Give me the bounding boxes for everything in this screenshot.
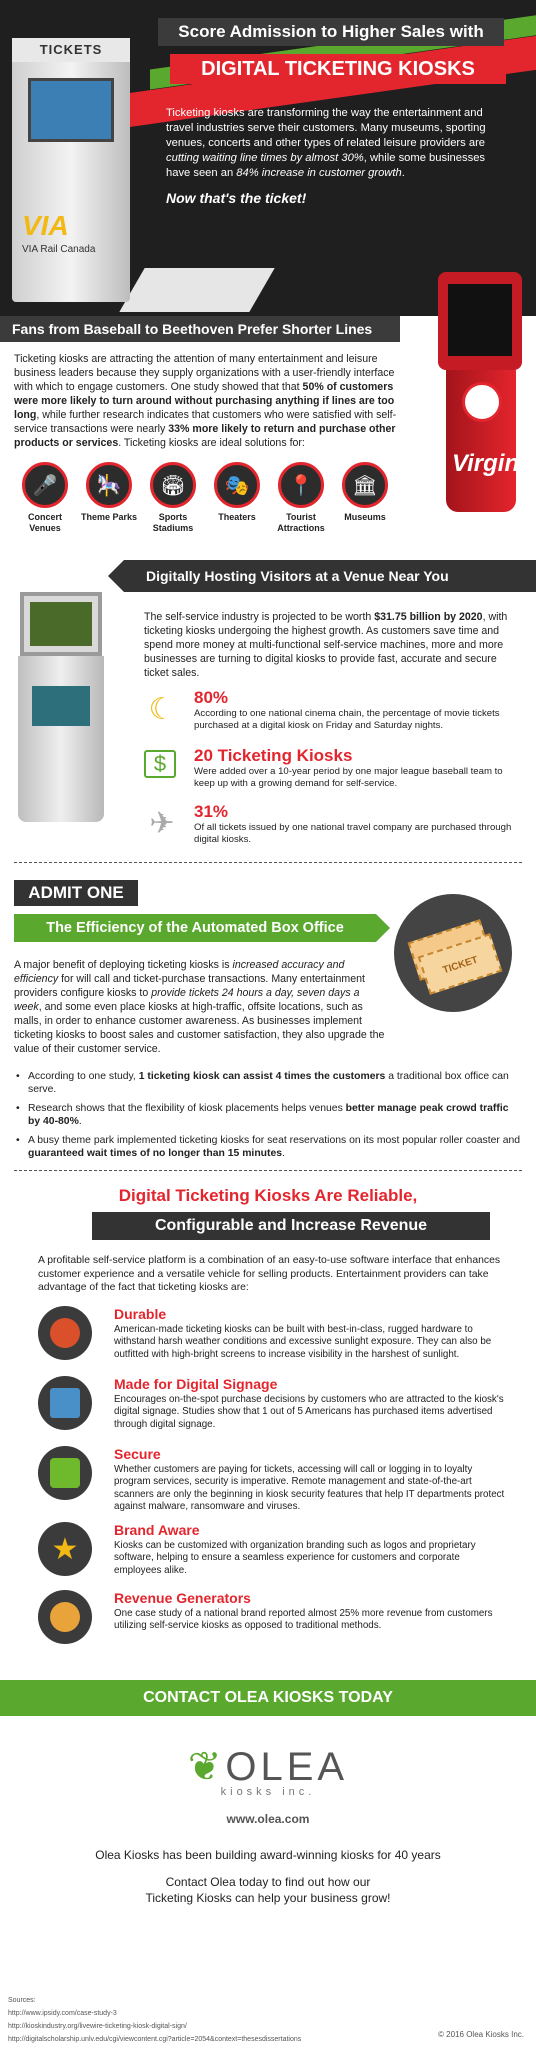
- intro-part: Ticketing kiosks are transforming the way the entertainment and travel industries serve their customers. Many museums, sporting venues, concerts and other types of related leisure providers are: [166, 107, 486, 149]
- bullet-text: Research shows that the flexibility of kiosk placements helps venues: [28, 1103, 346, 1114]
- standing-kiosk-screen: [32, 686, 90, 726]
- fans-text-part: Ticketing kiosks are attracting the attention of many entertainment and leisure business leaders because they supply organizations with a user-friendly interface with which to engage customers. One study showed that that: [14, 353, 395, 393]
- hosting-paragraph: [144, 610, 524, 680]
- intro-emphasis-growth: 84% increase in customer growth: [236, 167, 402, 179]
- hero-section: [0, 0, 536, 316]
- efficiency-bullet: [28, 1070, 522, 1096]
- feature-digital-signage: [38, 1376, 508, 1440]
- feature-description: One case study of a national brand reported almost 25% more revenue from customers utilizing self-service kiosks as opposed to traditional methods.: [114, 1608, 493, 1632]
- eff-emphasis-accuracy: increased accuracy and efficiency: [14, 959, 345, 985]
- bullet-bold: 1 ticketing kiosk can assist 4 times the customers: [138, 1071, 386, 1082]
- moon-icon: ☾: [148, 693, 176, 726]
- bullet-bold: better manage peak crowd traffic by 40-80%: [28, 1103, 509, 1127]
- hero-intro-text: [166, 106, 512, 181]
- sources-label: Sources:: [8, 1997, 36, 2004]
- feature-title: Durable: [114, 1306, 167, 1322]
- virgin-kiosk-badge: [462, 382, 502, 422]
- eff-text-part: for will call and ticket-purchase transactions. Many entertainment providers configure kiosks to: [14, 973, 365, 999]
- category-concert-venues: [14, 462, 76, 534]
- cta-line: Ticketing Kiosks can help your business grow!: [145, 1891, 391, 1905]
- source-link[interactable]: http://www.ipsidy.com/case-study-3: [8, 2010, 117, 2017]
- via-logo-subtitle: VIA Rail Canada: [22, 244, 96, 255]
- bullet-text: .: [282, 1148, 285, 1159]
- hero-tagline: Now that's the ticket!: [166, 190, 307, 206]
- category-sports-stadiums: [142, 462, 204, 534]
- venue-categories: [14, 462, 414, 548]
- olea-built-statement: Olea Kiosks has been building award-winning kiosks for 40 years: [95, 1848, 441, 1862]
- feature-title: Made for Digital Signage: [114, 1376, 278, 1392]
- reliable-heading-line1: Digital Ticketing Kiosks Are Reliable,: [118, 1186, 418, 1205]
- category-label: Tourist Attractions: [277, 512, 325, 533]
- bullet-bold: guaranteed wait times of no longer than 15 minutes: [28, 1148, 283, 1159]
- feature-description: Whether customers are paying for tickets, accessing will call or logging in to loyalty program services, security is imperative. Remote management and state-of-the-art scanners are only the beginning in kiosk security features that help IT departments protect against malware, ransomware and viruses.: [114, 1464, 505, 1513]
- feature-description: Kiosks can be customized with organization branding such as logos and proprietary software, helping to ensure a seamless experience for customers and corporate employees alike.: [114, 1540, 476, 1576]
- category-theaters: [206, 462, 268, 523]
- category-label: Sports Stadiums: [152, 512, 194, 533]
- bullet-text: A busy theme park implemented ticketing kiosks for seat reservations on its most popular roller coaster and: [28, 1135, 521, 1146]
- efficiency-bullet: [28, 1134, 522, 1160]
- olea-logo: [0, 1744, 536, 1798]
- airplane-icon: ✈: [149, 807, 175, 840]
- category-label: Theaters: [218, 512, 256, 522]
- efficiency-bullet: [28, 1102, 522, 1128]
- contact-cta: [0, 1874, 536, 1906]
- eff-text-part: , and some even place kiosks at high-traffic, offsite locations, such as malls, in order to enhance customer awareness. As businesses implement ticketing kiosks to boost sales and customer satisfaction, they also upgrade the value of their customer service.: [14, 1001, 385, 1055]
- hero-title-line2: DIGITAL TICKETING KIOSKS: [170, 54, 506, 84]
- category-tourist-attractions: [270, 462, 332, 534]
- feature-brand-aware: [38, 1522, 508, 1586]
- stat-value: 80%: [194, 688, 229, 707]
- olea-wordmark: OLEA: [225, 1745, 349, 1789]
- via-rail-kiosk-image: [12, 38, 130, 302]
- fans-text-part: . Ticketing kiosks are ideal solutions for:: [118, 437, 305, 449]
- section-divider: [14, 1170, 522, 1171]
- padlock-icon: [38, 1446, 92, 1500]
- intro-emphasis-waiting: cutting waiting line times by almost 30%: [166, 152, 364, 164]
- leaf-icon: ❦: [187, 1745, 226, 1789]
- virgin-logo: Virgin: [452, 450, 520, 477]
- olea-logo-word: [188, 1744, 348, 1790]
- cta-line: Contact Olea today to find out how our: [165, 1875, 371, 1889]
- feature-title: Brand Aware: [114, 1522, 200, 1538]
- fans-text-part: , while further research indicates that customers who were satisfied with self-service transactions were nearly: [14, 409, 397, 435]
- feature-title: Revenue Generators: [114, 1590, 251, 1606]
- stadium-icon: 🏟: [150, 462, 196, 508]
- category-museums: [334, 462, 396, 523]
- reliable-heading-line2: Configurable and Increase Revenue: [92, 1212, 490, 1240]
- standing-kiosk-body: [18, 656, 104, 822]
- standing-kiosk-monitor: [20, 592, 102, 656]
- virgin-kiosk-screen: [448, 284, 512, 356]
- money-bag-icon: [38, 1590, 92, 1644]
- category-theme-parks: [78, 462, 140, 523]
- section-divider: [14, 862, 522, 863]
- bullet-text: .: [78, 1116, 82, 1127]
- kiosk-shadow-base: [119, 268, 274, 312]
- intro-part: , while some businesses have seen an: [166, 152, 486, 179]
- feature-revenue-generators: [38, 1590, 508, 1654]
- hosting-bold-stat: $31.75 billion by 2020: [374, 611, 483, 623]
- feature-description: American-made ticketing kiosks can be built with best-in-class, rugged hardware to withstand harsh weather conditions and excessive sunlight exposure. They can also be outfitted with high-bright screens to increase visibility in the harshest of sunlight.: [114, 1324, 492, 1360]
- fans-heading: Fans from Baseball to Beethoven Prefer Shorter Lines: [0, 316, 400, 342]
- stat-value: 20 Ticketing Kiosks: [194, 746, 353, 765]
- tickets-illustration: [394, 894, 512, 1012]
- kiosk-screen: [28, 78, 114, 142]
- stat-description: According to one national cinema chain, the percentage of movie tickets purchased at a digital kiosk on Friday and Saturday nights.: [194, 708, 500, 731]
- source-link[interactable]: http://digitalscholarship.unlv.edu/cgi/viewcontent.cgi?article=2054&context=thesesdissertations: [8, 2036, 302, 2043]
- feature-description: Encourages on-the-spot purchase decisions by customers who are attracted to the kiosk's digital signage. Studies show that 1 out of 5 Americans has purchased items advertised through digital signage.: [114, 1394, 504, 1430]
- efficiency-heading: The Efficiency of the Automated Box Office: [14, 914, 376, 942]
- hosting-text-part: The self-service industry is projected to be worth: [144, 611, 375, 623]
- copyright: © 2016 Olea Kiosks Inc.: [438, 2030, 524, 2039]
- efficiency-paragraph: [14, 958, 388, 1056]
- hammer-icon: [38, 1306, 92, 1360]
- theater-masks-icon: 🎭: [214, 462, 260, 508]
- fans-bold-stat-1: 50% of customers were more likely to turn around without purchasing anything if lines are too long: [14, 381, 395, 421]
- carousel-icon: 🎠: [86, 462, 132, 508]
- museum-icon: 🏛: [342, 462, 388, 508]
- fans-paragraph: [14, 352, 414, 450]
- admit-one-badge: ADMIT ONE: [14, 880, 138, 906]
- bullet-text: According to one study,: [28, 1071, 139, 1082]
- ticket-shape-front: TICKET: [418, 933, 503, 995]
- kiosk-tickets-header: TICKETS: [12, 38, 130, 62]
- stat-value: 31%: [194, 802, 229, 821]
- sources-list: [8, 1994, 301, 2046]
- hosting-heading: Digitally Hosting Visitors at a Venue Near You: [124, 560, 536, 592]
- via-logo: VIA: [22, 210, 69, 241]
- feature-title: Secure: [114, 1446, 161, 1462]
- stat-description: Of all tickets issued by one national travel company are purchased through digital kiosks.: [194, 822, 512, 845]
- feature-secure: [38, 1446, 508, 1513]
- intro-part: .: [401, 167, 405, 179]
- fans-bold-stat-2: 33% more likely to return and purchase other products or services: [14, 423, 396, 449]
- eff-emphasis-hours: provide tickets 24 hours a day, seven days a week: [14, 987, 360, 1013]
- olea-logo-sub: kiosks inc.: [220, 1786, 316, 1798]
- hosting-text-part: , with ticketing kiosks undergoing the highest growth. As customers save time and spend more money at multi-functional self-service machines, more and more businesses are turning to digital kiosks to provide fast, accurate and secure ticket sales.: [144, 611, 508, 679]
- category-label: Concert Venues: [27, 512, 62, 533]
- eff-text-part: A major benefit of deploying ticketing kiosks is: [14, 959, 233, 971]
- virgin-kiosk-image: [432, 272, 528, 512]
- microphone-icon: 🎤: [22, 462, 68, 508]
- category-label: Theme Parks: [80, 512, 138, 522]
- bullet-text: a traditional box office can serve.: [28, 1071, 509, 1095]
- stat-description: Were added over a 10-year period by one major league baseball team to keep up with a growing demand for self-service.: [194, 766, 503, 789]
- ticket-dollar-icon: $: [144, 750, 176, 778]
- star-icon: ★: [38, 1522, 92, 1576]
- hero-title-line1: Score Admission to Higher Sales with: [158, 18, 504, 46]
- contact-banner[interactable]: CONTACT OLEA KIOSKS TODAY: [0, 1680, 536, 1716]
- reliable-intro: A profitable self-service platform is a combination of an easy-to-use software interface that enhances customer experience and a versatile vehicle for selling products. Entertainment providers can take advantage of the fact that ticketing kiosks are:: [38, 1255, 501, 1293]
- category-label: Museums: [344, 512, 386, 522]
- storefront-icon: [38, 1376, 92, 1430]
- map-pin-icon: 📍: [278, 462, 324, 508]
- standing-kiosk-image: [14, 592, 108, 822]
- source-link[interactable]: http://kioskindustry.org/livewire-ticketing-kiosk-digital-sign/: [8, 2023, 187, 2030]
- feature-durable: [38, 1306, 508, 1370]
- website-link[interactable]: www.olea.com: [226, 1812, 310, 1826]
